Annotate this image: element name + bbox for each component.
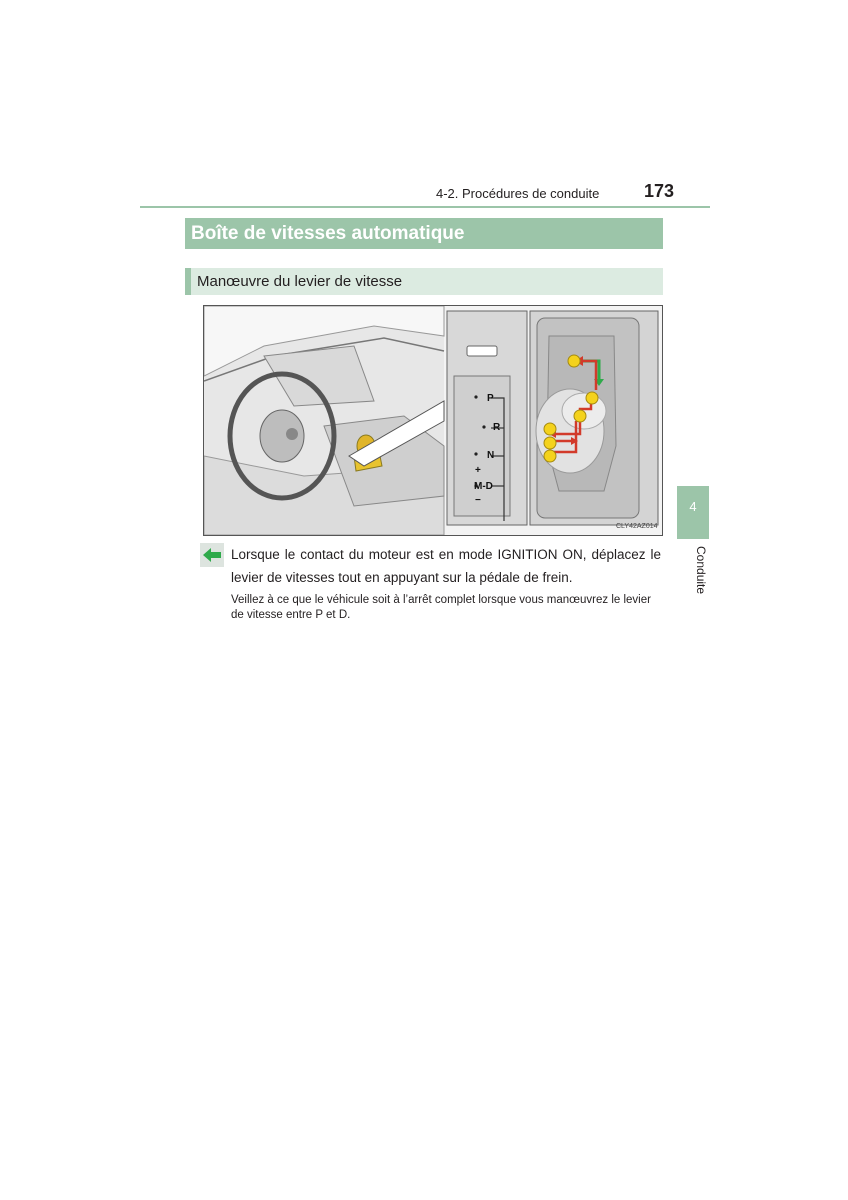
gate-label-md: M-D	[474, 481, 493, 492]
gate-label-minus: −	[475, 495, 481, 506]
instruction-note: Veillez à ce que le véhicule soit à l’arrêt complet lorsque vous manœuvrez le levier de vitesse entre P et D.	[231, 594, 651, 621]
instruction-text: Lorsque le contact du moteur est en mode IGNITION ON, déplacez le levier de vitesses tout en appuyant sur la pédale de frein.	[231, 547, 661, 585]
figure-code: CLY42AZ014	[616, 523, 658, 530]
gate-label-n: N	[487, 450, 495, 461]
chapter-tab	[677, 486, 709, 539]
gate-label-r: R	[493, 422, 501, 433]
subsection-title: Manœuvre du levier de vitesse	[197, 273, 403, 290]
chapter-label: Conduite	[694, 546, 708, 595]
gate-label-p: P	[487, 393, 494, 404]
section-title: Boîte de vitesses automatique	[191, 223, 465, 244]
cabin-drawing	[204, 306, 444, 535]
chapter-number: 4	[689, 499, 697, 514]
header-divider	[140, 206, 710, 208]
page-number: 173	[644, 181, 675, 201]
shift-gate-panel	[447, 311, 527, 525]
green-left-arrow-icon	[200, 543, 224, 567]
gate-label-plus: +	[475, 465, 481, 476]
subsection-title-bar	[185, 268, 663, 295]
section-title-bar	[185, 218, 663, 249]
shift-lever-illustration	[203, 305, 663, 536]
running-header-section: 4-2. Procédures de conduite	[436, 186, 600, 201]
lever-closeup	[530, 311, 658, 525]
